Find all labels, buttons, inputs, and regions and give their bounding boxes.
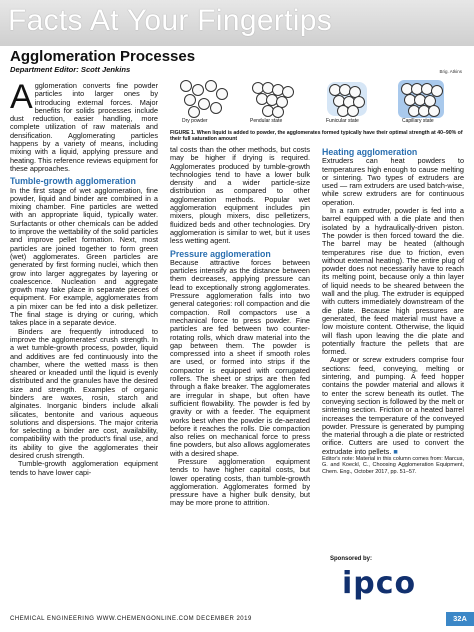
paragraph: Binders are frequently introduced to improve the agglomerates' crush strength. In a wet tumble-growth process, powder, liquid and additives are fed continuously into the chamber, where the wetted mass is then sheared or kneaded until the liquid is evenly distributed and the granules have the desired size and strength. Examples of organic binders are waxes, rosin, starch and alginates. Inorganic binders include alkali silicates, bentonite and various aqueous solutions and dispersions. The major criteria for selecting a binder are cost, availability, compatibility with the product's final use, and its ability to give the agglomerates their desired crush strength.	[10, 326, 158, 461]
paragraph: tal costs than the other methods, but costs may be higher if drying is required. Agglomerates produced by tumble-growth technologies tend to have a lower bulk density and a wider particle-size distribution as compared to other agglomeration methods. Popular wet agglomeration equipment includes pin mixers, plough mixers, disc pelletizers, fluidized beds and other technologies. Dry agglomeration is similar to wet, but it uses less wetting agent.	[170, 145, 310, 246]
paragraph: Pressure agglomeration equipment tends to have higher capital costs, but lower operating costs, than tumble-growth agglomeration. Agglomerates formed by pressure have a higher bulk density, but may be more prone to attrition.	[170, 456, 310, 508]
figure-label-pendular: Pendular state	[250, 118, 283, 124]
drop-cap: A	[10, 78, 33, 116]
department-editor: Department Editor: Scott Jenkins	[10, 65, 131, 74]
editors-note: Editor's note: Material in this column comes from: Marcus, G. and Koeckl, C., Choosing Agglomeration Equipment, Chem. Eng., October 2017, pp. 51–57.	[322, 455, 464, 475]
heading-pressure: Pressure agglomeration	[170, 248, 271, 259]
footer-text: CHEMICAL ENGINEERING WWW.CHEMENGONLINE.COM DECEMBER 2019	[10, 616, 252, 622]
heading-tumble-growth: Tumble-growth agglomeration	[10, 176, 136, 187]
column-2	[170, 146, 310, 508]
dry-powder-illustration	[178, 78, 228, 118]
banner-title: Facts At Your Fingertips	[8, 4, 333, 37]
header-banner	[0, 0, 474, 46]
article-title: Agglomeration Processes	[10, 48, 196, 65]
paragraph: Auger or screw extruders comprise four sections: feed, conveying, melting or sintering, and pumping. A feed hopper contains the powder material and allows it to enter the screw beneath its outlet. The conveying section is followed by the melt or sintering section. Friction or a heated barrel increases the temperature of the conveyed powder. Pressure is generated by pumping the material through a die plate or restricted orifice. Cutters are used to convert the extrudate into pellets. ■	[322, 355, 464, 456]
paragraph: Tumble-growth agglomeration equipment tends to have lower capi-	[10, 459, 158, 477]
page-number-tag: 32A	[446, 612, 474, 626]
figure-credit: Brig. Atkins	[439, 69, 462, 74]
figure-label-capillary: Capillary state	[402, 118, 434, 124]
figure-caption: FIGURE 1. When liquid is added to powder, the agglomerates formed typically have their optimal strength at 40–90% of their full saturation amount	[170, 130, 463, 142]
figure-label-funicular: Funicular state	[326, 118, 359, 124]
paragraph: In a ram extruder, powder is fed into a barrel equipped with a die plate and then isolated by a hydraulically-driven piston. The powder is then forced toward the die. The barrel may be heated (although temperatures rise due to friction, even without external heating). The entire plug of powder does not necessarily have to reach its melting point, because only a thin layer of liquid needs to be sheared between the wall and the plug. The extruder is equipped with cutters immediately downstream of the die plate. Because high pressures are generated, the feed material must have a low moisture content. Otherwise, the liquid will flash upon leaving the die plate and potentially fracture the pellets that are formed.	[322, 206, 464, 357]
figure-label-dry: Dry powder	[182, 118, 208, 124]
capillary-state-illustration	[398, 78, 448, 118]
column-1	[10, 78, 158, 477]
paragraph: Because attractive forces between particles intensify as the distance between them decreases, applying pressure can lead to exceptionally strong agglomerates. Pressure agglomeration falls into two general categories: roll compaction and die compaction. Roll compactors use a mechanical force to press powder. Fine particles are fed between two counter-rotating rolls, which draw material into the gap between them. The powder is compressed into a sheet if smooth roles are used, or formed into strips if the compactor is equipped with corrugated rollers. The sheet or strips are then fed through a flake breaker. The agglomerates are irregular in shape, but often have sufficient flowability. The powder is fed by gravity or with a feeder. The equipment works best when the powder is de-aerated before it reaches the rolls. Die compaction also relies on mechanical force to press fine powders, but also allows agglomerates with a desired shape.	[170, 257, 310, 458]
funicular-state-illustration	[325, 78, 375, 118]
pendular-state-illustration	[250, 78, 300, 118]
ipco-logo: ipco	[342, 566, 417, 601]
intro-paragraph: Agglomeration converts fine powder particles into larger ones by introducing external forces. Major benefits for solids processes include dust reduction, easier handling, more complete utilization of raw materials and densification. Agglomerating particles happens by a variety of means, including mixing with a liquid, applying pressure and heating. This reference reviews equipment for these approaches.	[10, 78, 158, 173]
sponsored-by-label: Sponsored by:	[330, 556, 373, 562]
paragraph: In the first stage of wet agglomeration, fine powder, liquid and binder are combined in a mixing chamber. Fine particles are wetted with an appropriate liquid, typically water. Surfactants or other chemicals can be added to improve the wettability of the solid particles and improve pellet formation. Next, most particles are joined together to form green (wet) agglomerates. Green particles are generated by first forming nuclei, which then grow into larger aggregates by layering or coalescence. Nucleation and aggregate growth may take place in separate pieces of equipment. For example, agglomerates from a pin mixer can be fed into a disk pelletizer. The final stage is drying or curing, which takes place in a separate device.	[10, 185, 158, 328]
heading-heating: Heating agglomeration	[322, 147, 418, 157]
paragraph: Extruders can heat powders to temperatures high enough to cause melting or sintering. Two types of extruders are used — ram extruders are used batch-wise, while screw extruders are for continuous operation.	[322, 156, 464, 207]
column-3	[322, 144, 464, 475]
end-mark: ■	[393, 446, 398, 456]
